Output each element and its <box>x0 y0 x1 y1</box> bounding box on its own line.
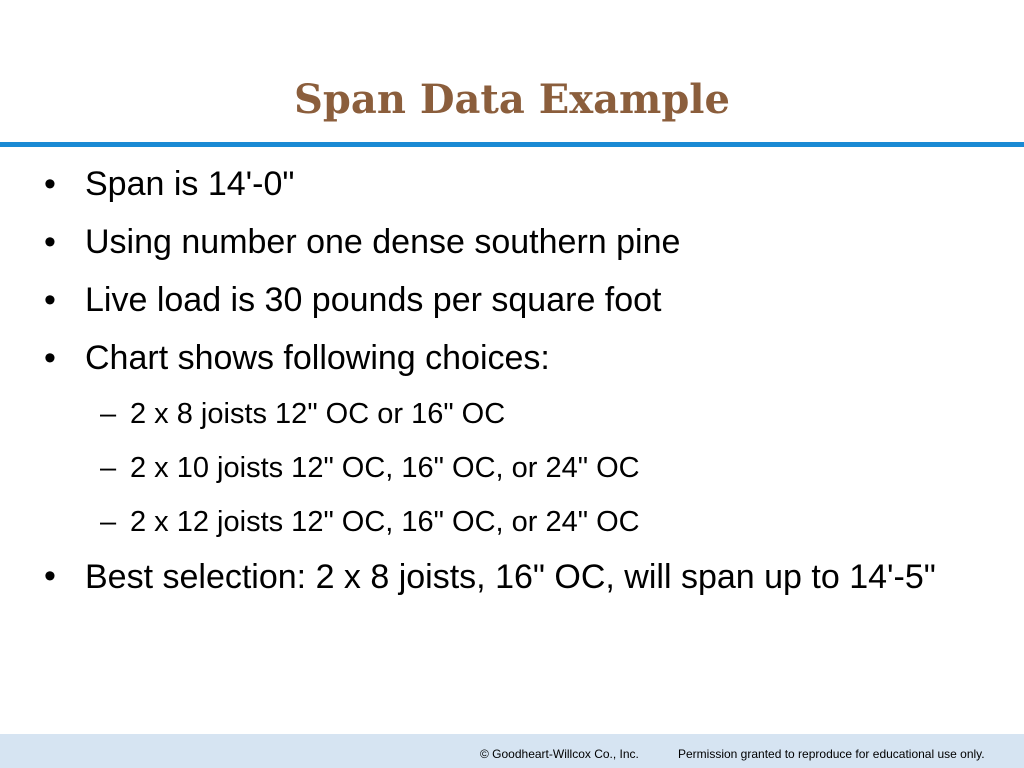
sub-bullet-text: 2 x 10 joists 12" OC, 16" OC, or 24" OC <box>130 452 640 484</box>
title-divider <box>0 142 1024 147</box>
sub-bullet-text: 2 x 8 joists 12" OC or 16" OC <box>130 398 506 430</box>
bullet-text: Using number one dense southern pine <box>85 223 681 261</box>
bullet-marker: • <box>44 339 56 377</box>
bullet-text: Span is 14'-0" <box>85 165 295 203</box>
sub-bullet-marker: – <box>100 452 117 484</box>
sub-bullet-marker: – <box>100 506 117 538</box>
bullet-marker: • <box>44 223 56 261</box>
bullet-text: Live load is 30 pounds per square foot <box>85 281 662 319</box>
bullet-text: Chart shows following choices: <box>85 339 550 377</box>
copyright-notice: © Goodheart-Willcox Co., Inc. <box>480 747 639 761</box>
sub-bullet-text: 2 x 12 joists 12" OC, 16" OC, or 24" OC <box>130 506 640 538</box>
permission-notice: Permission granted to reproduce for educational use only. <box>678 747 985 761</box>
slide-title: Span Data Example <box>294 76 730 123</box>
footer-band <box>0 734 1024 768</box>
bullet-marker: • <box>44 557 56 595</box>
bullet-text: Best selection: 2 x 8 joists, 16" OC, will span up to 14'-5" <box>85 558 936 596</box>
bullet-marker: • <box>44 165 56 203</box>
bullet-marker: • <box>44 281 56 319</box>
sub-bullet-marker: – <box>100 398 117 430</box>
